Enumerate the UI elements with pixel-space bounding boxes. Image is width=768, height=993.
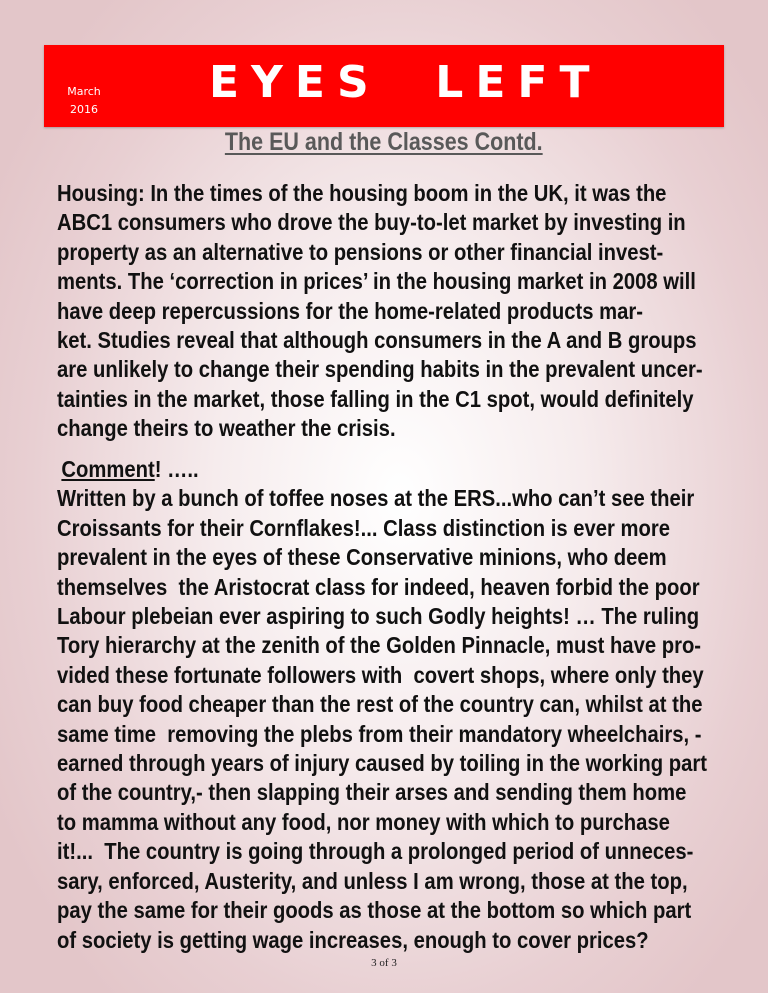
issue-year: 2016 — [70, 103, 98, 116]
text-line: pay the same for their goods as those at the bottom so which part — [57, 897, 692, 924]
housing-paragraph — [57, 179, 726, 444]
text-line: of the country,- then slapping their arses and sending them home — [57, 779, 687, 806]
text-line: vided these fortunate followers with covert shops, where only they — [57, 661, 704, 688]
text-line: ABC1 consumers who drove the buy-to-let market by investing in — [57, 209, 686, 236]
text-line: Written by a bunch of toffee noses at the ERS...who can’t see their — [57, 485, 695, 512]
text-line: of society is getting wage increases, enough to cover prices? — [57, 926, 649, 953]
text-line: earned through years of injury caused by toiling in the working part — [57, 750, 708, 777]
text-line: tainties in the market, those falling in the C1 spot, would definitely — [57, 385, 694, 412]
comment-heading — [57, 455, 726, 484]
newsletter-title: EYES LEFT — [209, 57, 602, 108]
text-line: property as an alternative to pensions or other financial invest- — [57, 238, 664, 265]
text-line: ket. Studies reveal that although consumers in the A and B groups — [57, 327, 697, 354]
comment-ellipsis: ! ….. — [154, 456, 199, 482]
text-line: can buy food cheaper than the rest of the country can, whilst at the — [57, 691, 703, 718]
text-line: prevalent in the eyes of these Conservative minions, who deem — [57, 544, 667, 571]
page-number: 3 of 3 — [371, 957, 397, 969]
text-line: same time removing the plebs from their mandatory wheelchairs, - — [57, 720, 702, 747]
comment-label: Comment — [61, 456, 155, 482]
text-line: sary, enforced, Austerity, and unless I am wrong, those at the top, — [57, 867, 688, 894]
comment-paragraph — [57, 455, 726, 955]
text-line: themselves the Aristocrat class for indeed, heaven forbid the poor — [57, 573, 700, 600]
text-line: change theirs to weather the crisis. — [57, 415, 396, 442]
text-line: it!... The country is going through a prolonged period of unneces- — [57, 838, 694, 865]
text-line: are unlikely to change their spending habits in the prevalent uncer- — [57, 356, 703, 383]
text-line: ments. The ‘correction in prices’ in the housing market in 2008 will — [57, 268, 696, 295]
text-line: Croissants for their Cornflakes!... Class distinction is ever more — [57, 514, 671, 541]
masthead-banner — [44, 45, 724, 127]
article-title: The EU and the Classes Contd. — [225, 128, 543, 156]
issue-date — [64, 83, 104, 119]
text-line: Housing: In the times of the housing boom in the UK, it was the — [57, 180, 667, 206]
article-title-wrap — [0, 128, 768, 157]
text-line: to mamma without any food, nor money with which to purchase — [57, 808, 670, 835]
text-line: have deep repercussions for the home-related products mar- — [57, 297, 643, 324]
text-line: Tory hierarchy at the zenith of the Golden Pinnacle, must have pro- — [57, 632, 702, 659]
text-line: Labour plebeian ever aspiring to such Godly heights! … The ruling — [57, 603, 700, 630]
issue-month: March — [67, 85, 101, 98]
